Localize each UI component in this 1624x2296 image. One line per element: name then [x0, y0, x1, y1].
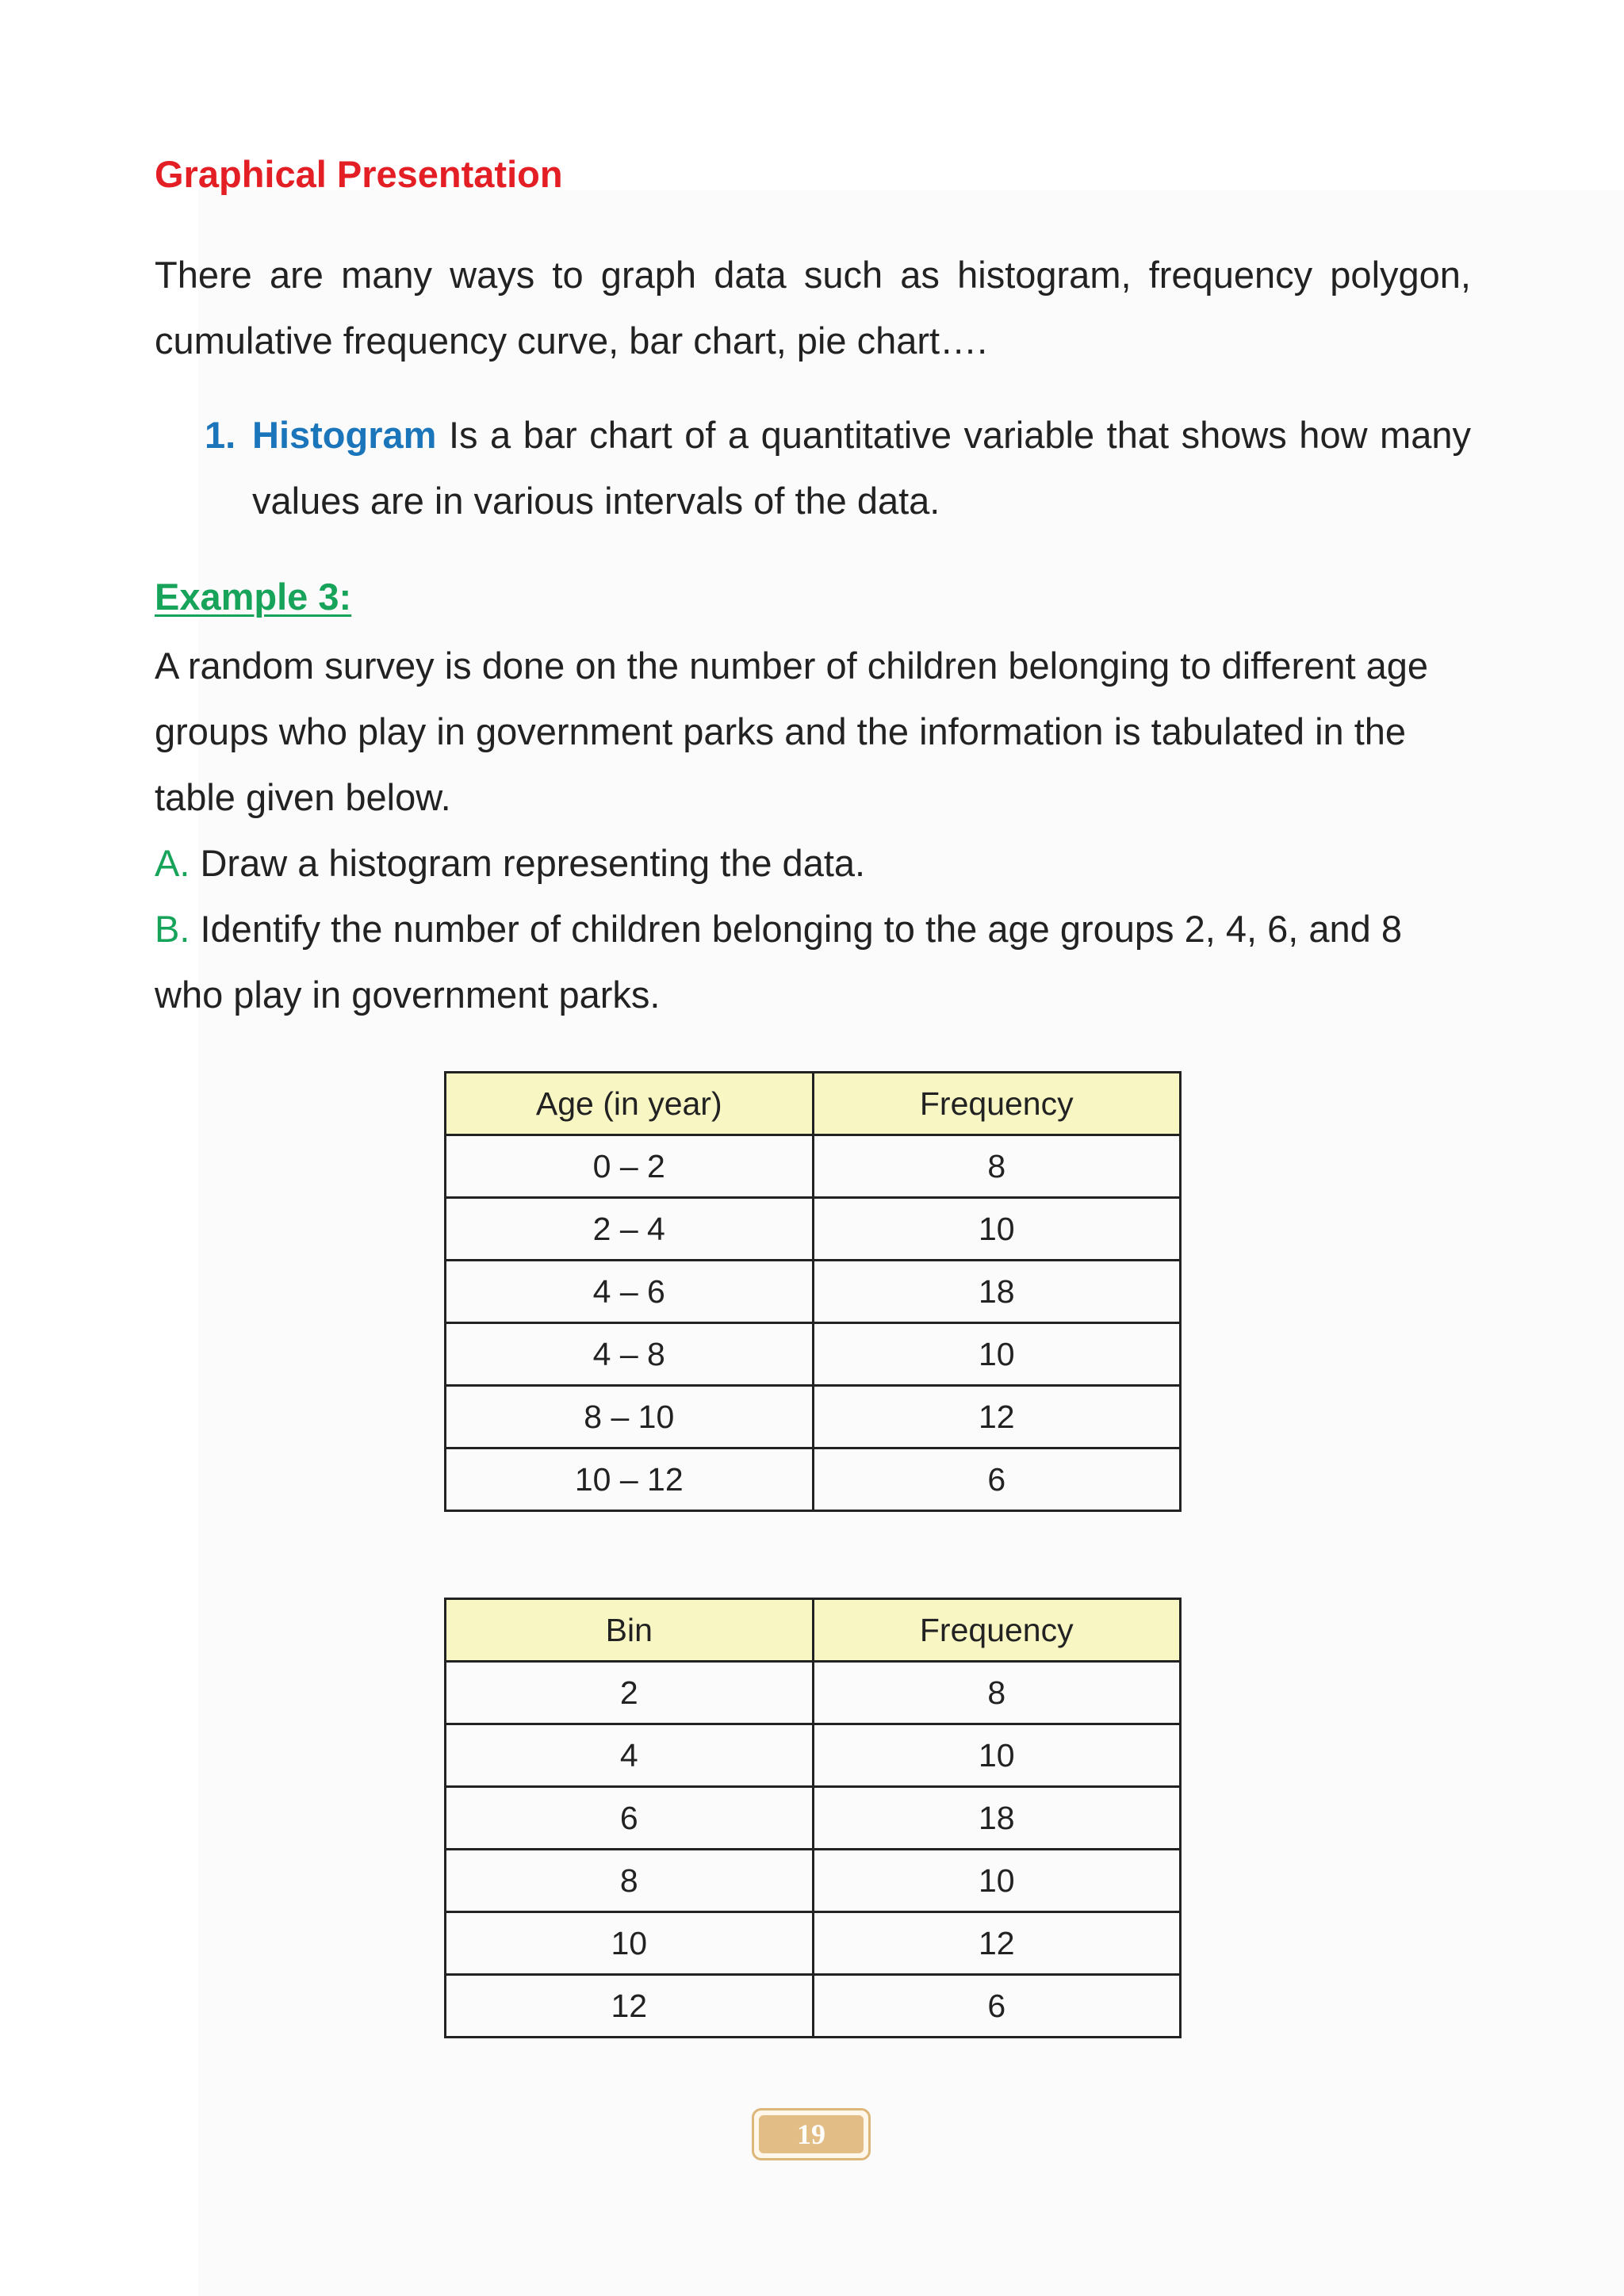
frequency-cell: 8 [813, 1135, 1181, 1198]
list-number: 1. [205, 414, 236, 456]
table-header-row [446, 1073, 1181, 1135]
bin-cell: 6 [446, 1787, 814, 1850]
age-cell: 4 – 6 [446, 1261, 814, 1323]
histogram-term: Histogram [252, 414, 437, 456]
age-cell: 2 – 4 [446, 1198, 814, 1261]
table-row [446, 1850, 1181, 1912]
frequency-cell: 18 [813, 1261, 1181, 1323]
part-a-marker: A. [155, 842, 190, 884]
example-body [155, 633, 1471, 1027]
age-cell: 8 – 10 [446, 1386, 814, 1448]
bin-cell: 10 [446, 1912, 814, 1975]
table-row [446, 1198, 1181, 1261]
example-title: Example 3: [155, 576, 352, 618]
table-row [446, 1975, 1181, 2038]
frequency-cell: 10 [813, 1724, 1181, 1787]
bin-cell: 8 [446, 1850, 814, 1912]
table-row [446, 1386, 1181, 1448]
frequency-cell: 6 [813, 1975, 1181, 2038]
age-cell: 0 – 2 [446, 1135, 814, 1198]
table-row [446, 1448, 1181, 1511]
frequency-cell: 12 [813, 1912, 1181, 1975]
histogram-definition [205, 402, 1471, 534]
frequency-cell: 10 [813, 1850, 1181, 1912]
frequency-cell: 8 [813, 1662, 1181, 1724]
header-frequency: Frequency [813, 1073, 1181, 1135]
table-row [446, 1787, 1181, 1850]
table-row [446, 1912, 1181, 1975]
part-a-text: Draw a histogram representing the data. [190, 842, 866, 884]
part-b-text: Identify the number of children belonging to the age groups 2, 4, 6, and 8 who play in government parks. [155, 908, 1402, 1016]
intro-paragraph: There are many ways to graph data such as histogram, frequency polygon, cumulative frequency curve, bar chart, pie chart…. [155, 254, 1471, 362]
part-b-marker: B. [155, 908, 190, 950]
example-part-b [155, 896, 1471, 1027]
frequency-cell: 12 [813, 1386, 1181, 1448]
bin-cell: 4 [446, 1724, 814, 1787]
definition-body [252, 402, 1471, 534]
histogram-definition-text: Is a bar chart of a quantitative variable that shows how many values are in various intervals of the data. [252, 414, 1471, 522]
frequency-cell: 18 [813, 1787, 1181, 1850]
age-frequency-table [444, 1071, 1182, 1512]
example-problem: A random survey is done on the number of children belonging to different age groups who play in government parks and the information is tabulated in the table given below. [155, 645, 1429, 818]
page-number: 19 [759, 2115, 864, 2153]
frequency-cell: 10 [813, 1323, 1181, 1386]
table-row [446, 1135, 1181, 1198]
table-row [446, 1724, 1181, 1787]
table-row [446, 1261, 1181, 1323]
header-frequency: Frequency [813, 1599, 1181, 1662]
bin-cell: 12 [446, 1975, 814, 2038]
example-part-a [155, 830, 1471, 896]
frequency-cell: 10 [813, 1198, 1181, 1261]
header-age: Age (in year) [446, 1073, 814, 1135]
section-title: Graphical Presentation [155, 153, 563, 195]
table-header-row [446, 1599, 1181, 1662]
age-cell: 10 – 12 [446, 1448, 814, 1511]
table-row [446, 1323, 1181, 1386]
age-cell: 4 – 8 [446, 1323, 814, 1386]
table-row [446, 1662, 1181, 1724]
bin-cell: 2 [446, 1662, 814, 1724]
page-number-badge [752, 2108, 871, 2160]
header-bin: Bin [446, 1599, 814, 1662]
frequency-cell: 6 [813, 1448, 1181, 1511]
bin-frequency-table [444, 1598, 1182, 2038]
